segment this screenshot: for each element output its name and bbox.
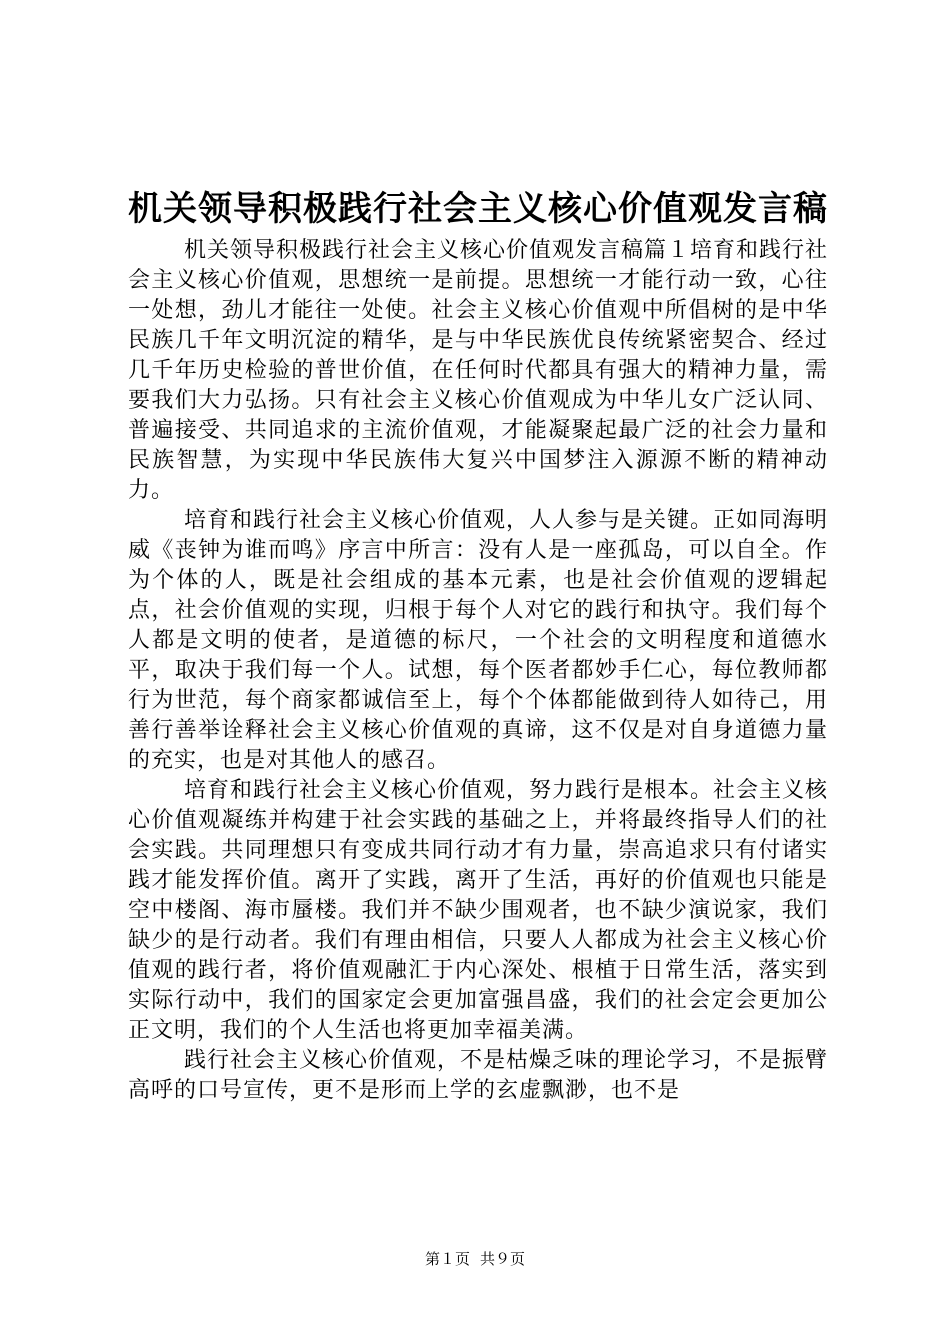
paragraph: 践行社会主义核心价值观，不是枯燥乏味的理论学习，不是振臂高呼的口号宣传，更不是形而上学的玄虚飘渺，也不是 xyxy=(128,1048,829,1103)
page-total: 共９页 xyxy=(480,1250,526,1268)
document-body xyxy=(128,236,828,1106)
paragraph: 机关领导积极践行社会主义核心价值观发言稿篇１培育和践行社会主义核心价值观，思想统一是前提。思想统一才能行动一致，心往一处想，劲儿才能往一处使。社会主义核心价值观中所倡树的是中华民族几千年文明沉淀的精华，是与中华民族优良传统紧密契合、经过几千年历史检验的普世价值，在任何时代都具有强大的精神力量，需要我们大力弘扬。只有社会主义核心价值观成为中华儿女广泛认同、普遍接受、共同追求的主流价值观，才能凝聚起最广泛的社会力量和民族智慧，为实现中华民族伟大复兴中国梦注入源源不断的精神动力。 xyxy=(128,238,829,503)
page-number: 第１页 xyxy=(424,1250,470,1268)
page-footer xyxy=(0,1248,950,1270)
document-title: 机关领导积极践行社会主义核心价值观发言稿 xyxy=(128,189,828,229)
paragraph: 培育和践行社会主义核心价值观，人人参与是关键。正如同海明威《丧钟为谁而鸣》序言中所言：没有人是一座孤岛，可以自全。作为个体的人，既是社会组成的基本元素，也是社会价值观的逻辑起点，社会价值观的实现，归根于每个人对它的践行和执守。我们每个人都是文明的使者，是道德的标尺，一个社会的文明程度和道德水平，取决于我们每一个人。试想，每个医者都妙手仁心，每位教师都行为世范，每个商家都诚信至上，每个个体都能做到待人如待己，用善行善举诠释社会主义核心价值观的真谛，这不仅是对自身道德力量的充实，也是对其他人的感召。 xyxy=(128,508,829,773)
paragraph: 培育和践行社会主义核心价值观，努力践行是根本。社会主义核心价值观凝练并构建于社会实践的基础之上，并将最终指导人们的社会实践。共同理想只有变成共同行动才有力量，崇高追求只有付诸实践才能发挥价值。离开了实践，离开了生活，再好的价值观也只能是空中楼阁、海市蜃楼。我们并不缺少围观者，也不缺少演说家，我们缺少的是行动者。我们有理由相信，只要人人都成为社会主义核心价值观的践行者，将价值观融汇于内心深处、根植于日常生活，落实到实际行动中，我们的国家定会更加富强昌盛，我们的社会定会更加公正文明，我们的个人生活也将更加幸福美满。 xyxy=(128,778,829,1043)
